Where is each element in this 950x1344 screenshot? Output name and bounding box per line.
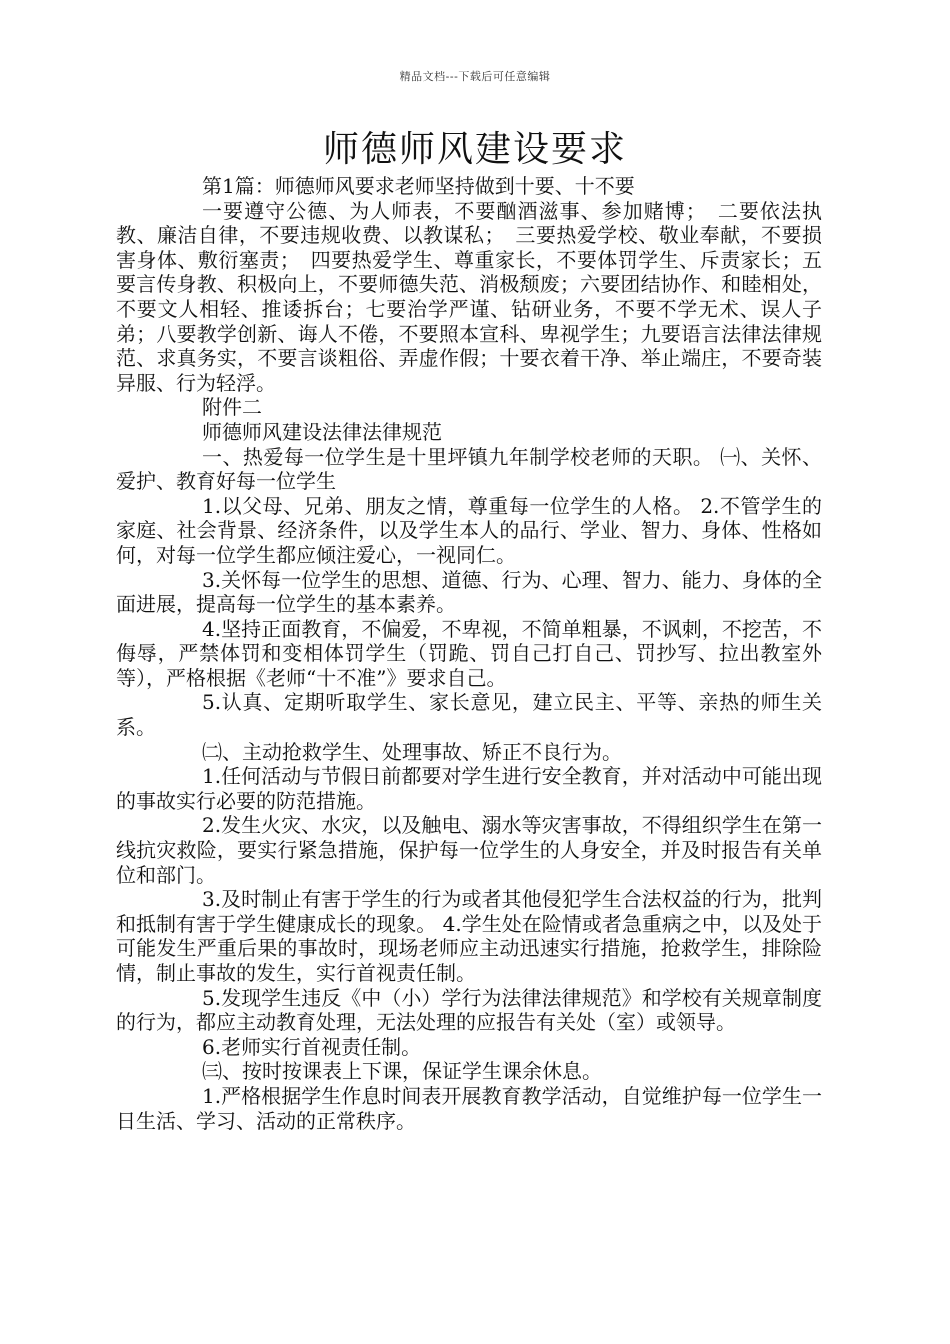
paragraph: 4.坚持正面教育，不偏爱，不卑视，不简单粗暴，不讽刺，不挖苦，不侮辱，严禁体罚和变相体罚学生（罚跪、罚自己打自己、罚抄写、拉出教室外等），严格根据《老师“十不准”》要求自己。 — [116, 616, 822, 690]
appendix-title: 师德师风建设法律法律规范 — [202, 419, 442, 444]
header-note: 精品文档---下载后可任意编辑 — [399, 70, 551, 83]
document-body — [116, 174, 822, 1133]
paragraph: 5.认真、定期听取学生、家长意见，建立民主、平等、亲热的师生关系。 — [116, 690, 822, 740]
paragraph: 6.老师实行首视责任制。 — [202, 1034, 422, 1059]
paragraph: 1.严格根据学生作息时间表开展教育教学活动，自觉维护每一位学生一日生活、学习、活动的正常秩序。 — [116, 1083, 822, 1133]
appendix-label: 附件二 — [202, 395, 262, 420]
paragraph: 一、热爱每一位学生是十里坪镇九年制学校老师的天职。 ㈠、关怀、爱护、教育好每一位学生 — [116, 444, 822, 494]
paragraph: 2.发生火灾、水灾，以及触电、溺水等灾害事故，不得组织学生在第一线抗灾救险，要实行紧急措施，保护每一位学生的人身安全，并及时报告有关单位和部门。 — [116, 813, 822, 887]
paragraph: 3.及时制止有害于学生的行为或者其他侵犯学生合法权益的行为，批判和抵制有害于学生健康成长的现象。 4.学生处在险情或者急重病之中，以及处于可能发生严重后果的事故时，现场老师应主动迅速实行措施，抢救学生，排除险情，制止事故的发生，实行首视责任制。 — [116, 887, 822, 985]
paragraph: 3.关怀每一位学生的思想、道德、行为、心理、智力、能力、身体的全面进展，提高每一位学生的基本素养。 — [116, 567, 822, 617]
section-heading: 第1篇：师德师风要求老师坚持做到十要、十不要 — [202, 174, 635, 198]
paragraph: 1.任何活动与节假日前都要对学生进行安全教育，并对活动中可能出现的事故实行必要的防范措施。 — [116, 764, 822, 813]
paragraph: 一要遵守公德、为人师表，不要酗酒滋事、参加赌博； 二要依法执教、廉洁自律，不要违规收费、以教谋私； 三要热爱学校、敬业奉献，不要损害身体、敷衍塞责； 四要热爱学生、尊重家长，不要体罚学生、斥责家长；五要言传身教、积极向上，不要师德失范、消极颓废；六要团结协作、和睦相处，不要文人相轻、推诿拆台；七要治学严谨、钻研业务，不要不学无术、误人子弟；八要教学创新、诲人不倦，不要照本宣科、卑视学生；九要语言法律法律规范、求真务实，不要言谈粗俗、弄虚作假；十要衣着干净、举止端庄，不要奇装异服、行为轻浮。 — [116, 198, 822, 395]
subsection-heading: ㈡、主动抢救学生、处理事故、矫正不良行为。 — [202, 739, 622, 764]
document-title: 师德师风建设要求 — [322, 129, 627, 170]
paragraph: 5.发现学生违反《中（小）学行为法律法律规范》和学校有关规章制度的行为，都应主动教育处理，无法处理的应报告有关处（室）或领导。 — [116, 985, 822, 1035]
paragraph: 1.以父母、兄弟、朋友之情，尊重每一位学生的人格。 2.不管学生的家庭、社会背景、经济条件，以及学生本人的品行、学业、智力、身体、性格如何，对每一位学生都应倾注爱心，一视同仁。 — [116, 493, 822, 567]
subsection-heading: ㈢、按时按课表上下课，保证学生课余休息。 — [202, 1059, 602, 1084]
